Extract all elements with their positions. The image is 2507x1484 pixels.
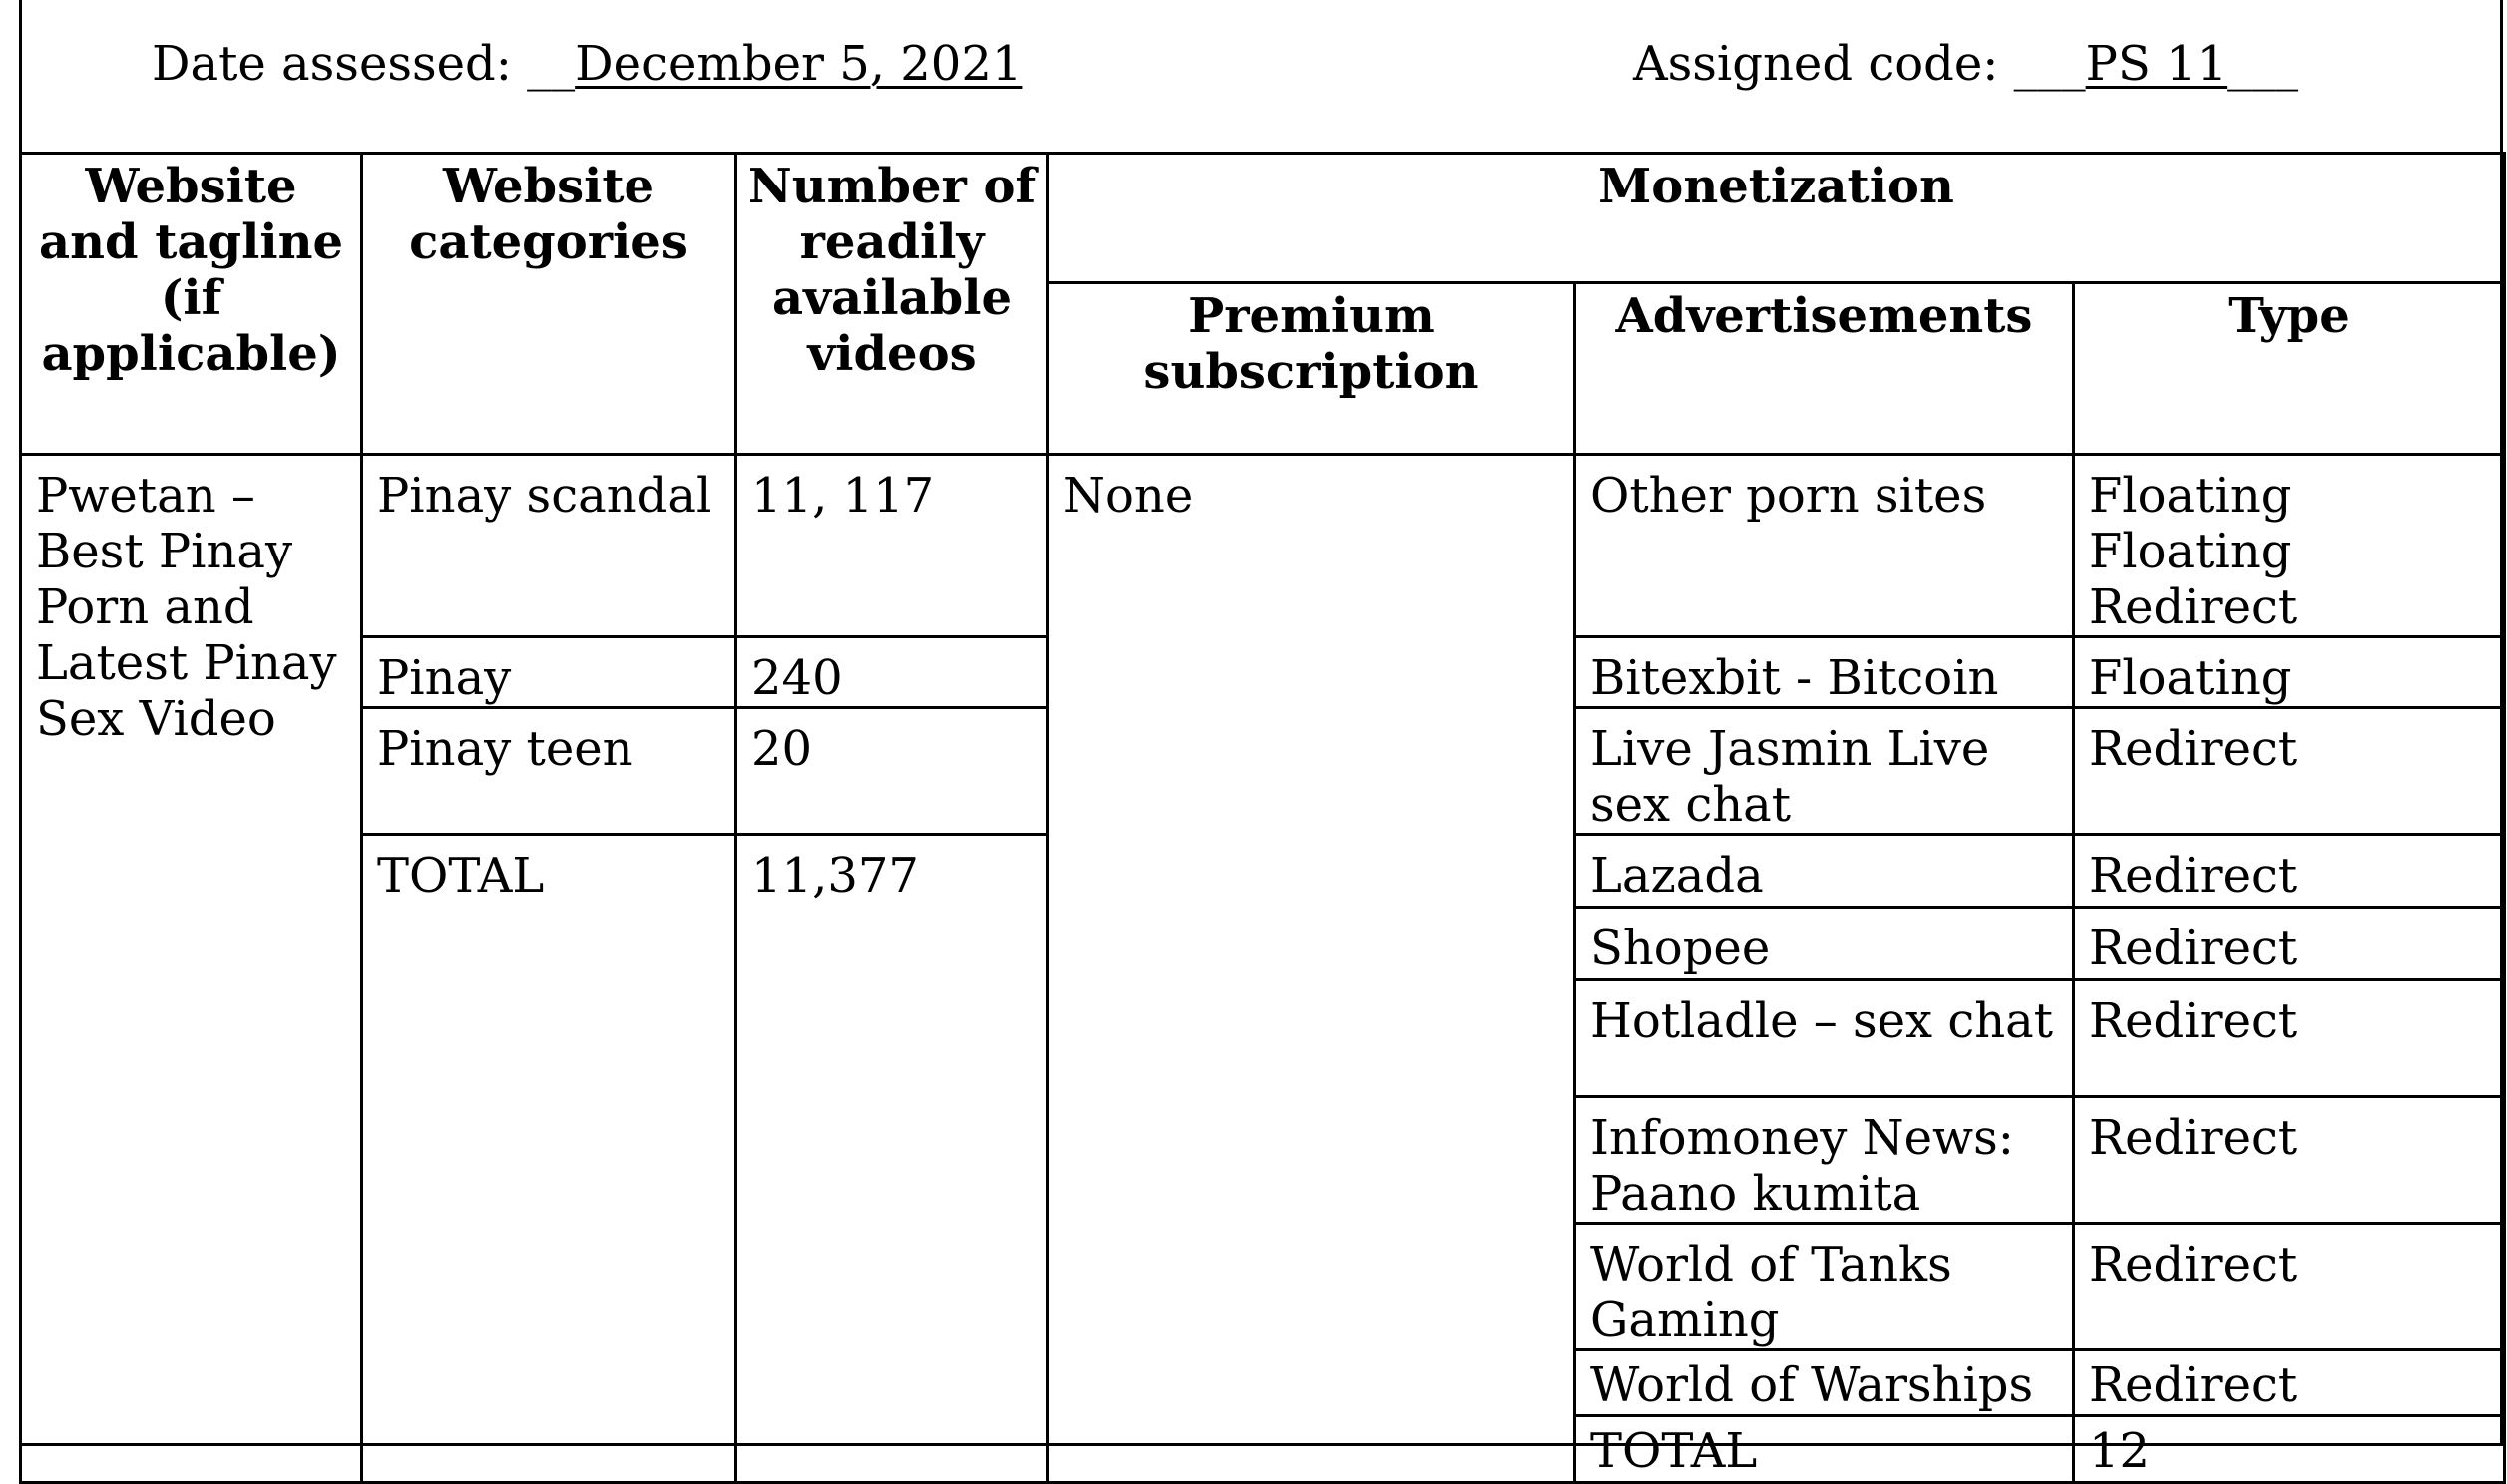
col-header-premium: Premium subscription <box>1048 283 1575 455</box>
ad-name-cell: Bitexbit - Bitcoin <box>1575 637 2074 708</box>
date-label: Date assessed: __ <box>152 36 576 92</box>
category-total-cell: TOTAL <box>362 835 736 1483</box>
videos-cell: 11, 117 <box>736 455 1048 637</box>
ad-type-cell: Redirect <box>2074 708 2505 835</box>
ad-name-cell: Lazada <box>1575 835 2074 908</box>
assessment-form <box>19 0 2503 1479</box>
videos-cell: 20 <box>736 708 1048 835</box>
category-cell: Pinay <box>362 637 736 708</box>
ad-type-cell: Floating Floating Redirect <box>2074 455 2505 637</box>
category-cell: Pinay teen <box>362 708 736 835</box>
date-assessed <box>152 36 1022 92</box>
ad-total-cell: TOTAL <box>1575 1416 2074 1483</box>
videos-cell: 240 <box>736 637 1048 708</box>
videos-total-cell: 11,377 <box>736 835 1048 1483</box>
ad-type-cell: Redirect <box>2074 1350 2505 1416</box>
assessment-table <box>19 152 2506 1484</box>
ad-type-cell: Redirect <box>2074 908 2505 980</box>
ad-type-cell: Redirect <box>2074 980 2505 1097</box>
col-header-videos: Number of readily available videos <box>736 154 1048 455</box>
ad-name-cell: World of Warships <box>1575 1350 2074 1416</box>
ad-type-cell: Redirect <box>2074 835 2505 908</box>
col-header-type: Type <box>2074 283 2505 455</box>
ad-name-cell: Other porn sites <box>1575 455 2074 637</box>
assigned-code <box>1633 36 2298 92</box>
col-header-ads: Advertisements <box>1575 283 2074 455</box>
date-value: December 5, 2021 <box>575 36 1023 92</box>
ad-name-cell: World of Tanks Gaming <box>1575 1224 2074 1350</box>
ad-type-cell: Floating <box>2074 637 2505 708</box>
ad-name-cell: Infomoney News: Paano kumita <box>1575 1097 2074 1224</box>
premium-cell: None <box>1048 455 1575 1483</box>
code-value: PS 11 <box>2085 36 2228 92</box>
col-header-monetization: Monetization <box>1048 154 2505 283</box>
form-header <box>22 0 2500 155</box>
code-label: Assigned code: ___ <box>1633 36 2086 92</box>
ad-name-cell: Shopee <box>1575 908 2074 980</box>
category-cell: Pinay scandal <box>362 455 736 637</box>
col-header-categories: Website categories <box>362 154 736 455</box>
code-tail: ___ <box>2227 36 2299 92</box>
ad-type-cell: Redirect <box>2074 1097 2505 1224</box>
ad-name-cell: Live Jasmin Live sex chat <box>1575 708 2074 835</box>
ad-total-type-cell: 12 <box>2074 1416 2505 1483</box>
col-header-website: Website and tagline (if applicable) <box>21 154 362 455</box>
website-cell: Pwetan – Best Pinay Porn and Latest Pinay Sex Video <box>21 455 362 1483</box>
ad-name-cell: Hotladle – sex chat <box>1575 980 2074 1097</box>
ad-type-cell: Redirect <box>2074 1224 2505 1350</box>
